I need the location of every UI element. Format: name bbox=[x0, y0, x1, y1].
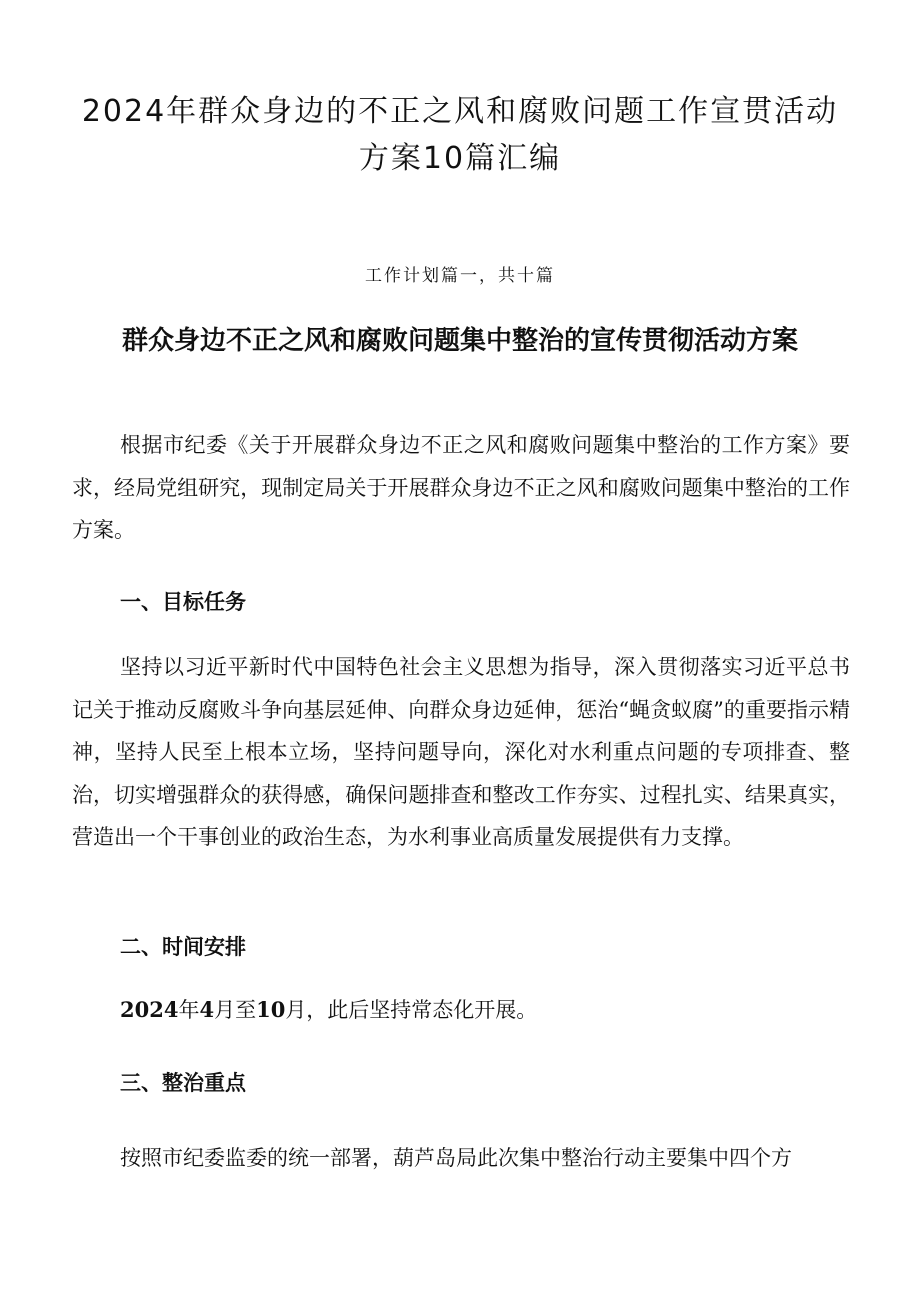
schedule-start-month: 4 bbox=[199, 997, 215, 1022]
document-subheading: 工作计划篇一，共十篇 bbox=[365, 266, 555, 286]
schedule-end-month: 10 bbox=[256, 997, 286, 1022]
section-text-schedule bbox=[72, 989, 850, 1032]
section-text-focus: 按照市纪委监委的统一部署，葫芦岛局此次集中整治行动主要集中四个方 bbox=[120, 1146, 792, 1170]
section-text-goals: 坚持以习近平新时代中国特色社会主义思想为指导，深入贯彻落实习近平总书记关于推动反腐败斗争向基层延伸、向群众身边延伸，惩治“蝇贪蚁腐”的重要指示精神，坚持人民至上根本立场，坚持问题导向，深化对水利重点问题的专项排查、整治，切实增强群众的获得感，确保问题排查和整改工作夯实、过程扎实、结果真实，营造出一个干事创业的政治生态，为水利事业高质量发展提供有力支撑。 bbox=[72, 655, 850, 849]
intro-paragraph: 根据市纪委《关于开展群众身边不正之风和腐败问题集中整治的工作方案》要求，经局党组研究，现制定局关于开展群众身边不正之风和腐败问题集中整治的工作方案。 bbox=[72, 433, 850, 542]
section-heading-schedule: 二、时间安排 bbox=[120, 935, 246, 959]
schedule-connector: 月至 bbox=[214, 998, 257, 1022]
article-title: 群众身边不正之风和腐败问题集中整治的宣传贯彻活动方案 bbox=[121, 326, 798, 356]
document-title: 2024年群众身边的不正之风和腐败问题工作宣贯活动方案10篇汇编 bbox=[81, 94, 839, 176]
section-heading-focus: 三、整治重点 bbox=[120, 1071, 246, 1095]
section-heading-goals: 一、目标任务 bbox=[120, 590, 246, 614]
schedule-year: 2024 bbox=[120, 997, 179, 1022]
schedule-rest: 月，此后坚持常态化开展。 bbox=[285, 998, 538, 1022]
schedule-year-unit: 年 bbox=[178, 998, 200, 1022]
